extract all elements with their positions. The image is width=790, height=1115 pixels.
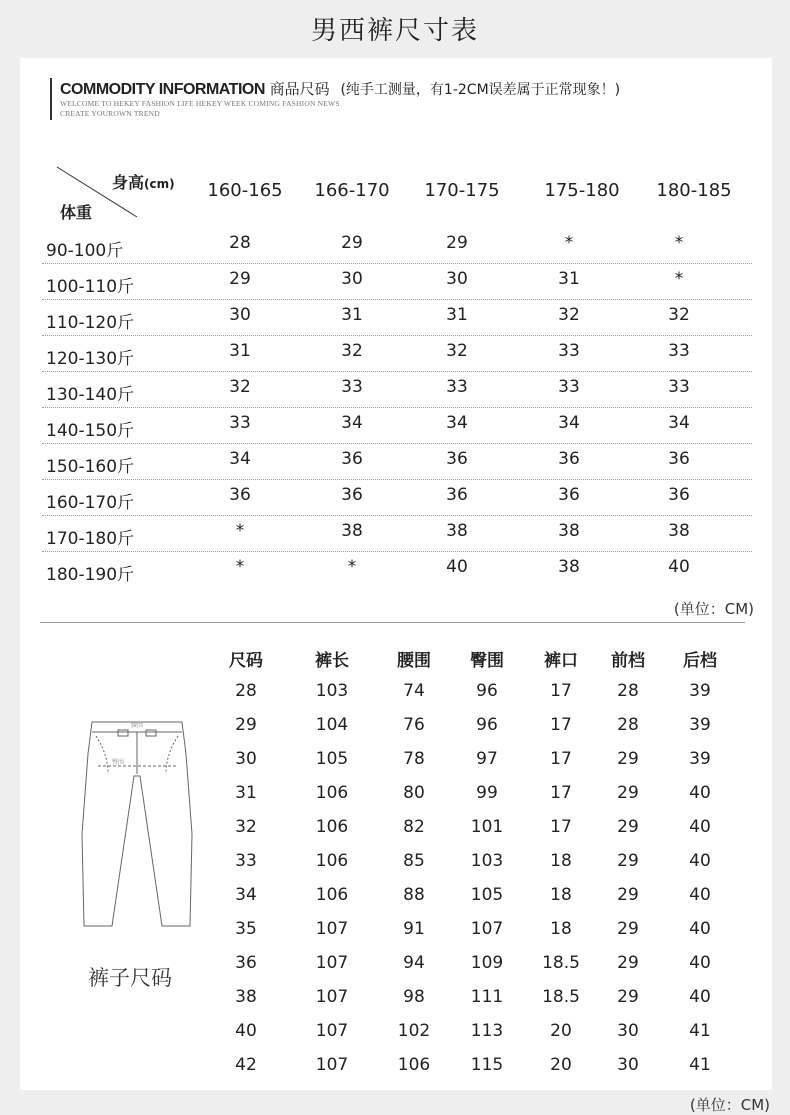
size-cell: 30 — [446, 269, 468, 289]
table-row — [42, 408, 752, 444]
section-divider — [40, 622, 745, 623]
commodity-heading: COMMODITY INFORMATION — [60, 81, 265, 98]
size-cell: 30 — [341, 269, 363, 289]
table-row — [42, 480, 752, 516]
measurement-cell: 107 — [315, 1021, 349, 1041]
measurement-cell: 17 — [550, 817, 572, 837]
measurement-cell: 17 — [550, 749, 572, 769]
measurement-cell: 105 — [315, 749, 349, 769]
size-cell: 36 — [558, 449, 580, 469]
height-header — [112, 170, 175, 193]
measurement-header: 前档 — [611, 651, 645, 671]
height-column-header: 160-165 — [207, 180, 283, 201]
measurement-cell: 30 — [235, 749, 257, 769]
measurement-cell: 29 — [617, 851, 639, 871]
measurement-cell: 40 — [689, 987, 711, 1007]
size-cell: 33 — [558, 377, 580, 397]
size-cell: 31 — [446, 305, 468, 325]
measurement-cell: 29 — [617, 885, 639, 905]
measurement-cell: 106 — [315, 851, 349, 871]
measurement-cell: 96 — [476, 715, 498, 735]
measurement-cell: 76 — [403, 715, 425, 735]
weight-range-label: 170-180斤 — [46, 529, 135, 549]
measurement-cell: 17 — [550, 715, 572, 735]
measurement-cell: 40 — [689, 953, 711, 973]
size-cell: 32 — [341, 341, 363, 361]
size-cell: 36 — [558, 485, 580, 505]
measurement-cell: 99 — [476, 783, 498, 803]
measurement-cell: 80 — [403, 783, 425, 803]
size-cell: 33 — [446, 377, 468, 397]
weight-range-label: 180-190斤 — [46, 565, 135, 585]
measurement-cell: 38 — [235, 987, 257, 1007]
weight-label: 体重 — [60, 203, 93, 222]
measurement-cell: 18 — [550, 919, 572, 939]
size-cell: 36 — [446, 485, 468, 505]
page-title: 男西裤尺寸表 — [310, 16, 479, 46]
measurement-cell: 18 — [550, 885, 572, 905]
size-cell: 30 — [229, 305, 251, 325]
measurement-cell: 82 — [403, 817, 425, 837]
measurement-header: 臀围 — [470, 651, 504, 671]
size-cell: 38 — [446, 521, 468, 541]
height-label: 身高 — [112, 173, 145, 192]
size-cell: 33 — [668, 341, 690, 361]
size-cell: 40 — [668, 557, 690, 577]
measurement-cell: 105 — [470, 885, 504, 905]
commodity-cn: 商品尺码 — [269, 80, 330, 98]
table2-unit: (单位：CM) — [689, 1096, 770, 1114]
table-row — [42, 552, 752, 588]
size-cell: 33 — [668, 377, 690, 397]
trousers-label: 裤子尺码 — [88, 966, 172, 990]
measurement-cell: 40 — [689, 817, 711, 837]
size-cell: * — [674, 269, 684, 289]
table-row — [42, 300, 752, 336]
size-cell: 38 — [668, 521, 690, 541]
weight-range-label: 160-170斤 — [46, 493, 135, 513]
size-cell: 31 — [229, 341, 251, 361]
size-cell: 36 — [668, 449, 690, 469]
size-cell: 34 — [341, 413, 363, 433]
size-cell: 31 — [558, 269, 580, 289]
measurement-cell: 40 — [689, 851, 711, 871]
measurement-cell: 41 — [689, 1021, 711, 1041]
size-cell: * — [347, 557, 357, 577]
measurement-cell: 18.5 — [542, 953, 580, 973]
size-cell: 34 — [446, 413, 468, 433]
measurement-cell: 107 — [315, 953, 349, 973]
table-row — [42, 372, 752, 408]
measurement-cell: 20 — [550, 1055, 572, 1075]
commodity-note: (纯手工测量，有1-2CM误差属于正常现象！) — [340, 82, 621, 98]
size-cell: 38 — [558, 521, 580, 541]
size-cell: 36 — [341, 449, 363, 469]
size-cell: 32 — [558, 305, 580, 325]
measurement-cell: 40 — [689, 919, 711, 939]
measurement-cell: 91 — [403, 919, 425, 939]
measurement-cell: 30 — [617, 1055, 639, 1075]
size-cell: 32 — [446, 341, 468, 361]
measurement-cell: 39 — [689, 681, 711, 701]
size-cell: 32 — [229, 377, 251, 397]
measurement-cell: 33 — [235, 851, 257, 871]
size-cell: 29 — [446, 233, 468, 253]
measurement-cell: 39 — [689, 749, 711, 769]
commodity-header — [50, 78, 620, 120]
measurement-cell: 106 — [397, 1055, 431, 1075]
size-cell: 28 — [229, 233, 251, 253]
measurement-cell: 106 — [315, 817, 349, 837]
measurement-cell: 17 — [550, 681, 572, 701]
measurement-cell: 18 — [550, 851, 572, 871]
measurement-cell: 109 — [470, 953, 504, 973]
height-column-header: 175-180 — [544, 180, 620, 201]
table-row — [42, 228, 752, 264]
weight-range-label: 140-150斤 — [46, 421, 135, 441]
table-row — [42, 516, 752, 552]
measurement-cell: 115 — [470, 1055, 504, 1075]
table-row — [42, 264, 752, 300]
measurement-cell: 36 — [235, 953, 257, 973]
measurement-cell: 104 — [315, 715, 349, 735]
measurement-cell: 20 — [550, 1021, 572, 1041]
weight-range-label: 150-160斤 — [46, 457, 135, 477]
measurement-cell: 29 — [617, 953, 639, 973]
measurement-cell: 102 — [397, 1021, 431, 1041]
measurement-cell: 113 — [470, 1021, 504, 1041]
measurement-cell: 88 — [403, 885, 425, 905]
measurement-cell: 31 — [235, 783, 257, 803]
measurement-cell: 111 — [470, 987, 504, 1007]
size-cell: 38 — [341, 521, 363, 541]
size-cell: 32 — [668, 305, 690, 325]
measurement-cell: 41 — [689, 1055, 711, 1075]
measurement-cell: 107 — [470, 919, 504, 939]
measurement-header: 尺码 — [229, 651, 263, 671]
measurement-cell: 97 — [476, 749, 498, 769]
measurement-cell: 78 — [403, 749, 425, 769]
size-cell: 36 — [446, 449, 468, 469]
measurement-cell: 107 — [315, 919, 349, 939]
measurement-cell: 29 — [235, 715, 257, 735]
measurement-header: 腰围 — [397, 651, 431, 671]
height-column-header: 180-185 — [656, 180, 732, 201]
weight-range-label: 120-130斤 — [46, 349, 135, 369]
trousers-diagram-icon — [62, 714, 212, 934]
size-cell: 29 — [229, 269, 251, 289]
waist-text: 腰围 — [130, 722, 144, 729]
measurement-cell: 17 — [550, 783, 572, 803]
measurement-header: 裤口 — [544, 651, 578, 671]
weight-range-label: 90-100斤 — [46, 241, 124, 261]
measurement-cell: 28 — [617, 681, 639, 701]
size-cell: 31 — [341, 305, 363, 325]
measurement-cell: 42 — [235, 1055, 257, 1075]
weight-range-label: 100-110斤 — [46, 277, 135, 297]
measurement-cell: 28 — [235, 681, 257, 701]
height-unit: (cm) — [144, 177, 175, 191]
measurement-cell: 30 — [617, 1021, 639, 1041]
size-cell: 38 — [558, 557, 580, 577]
size-cell: 33 — [558, 341, 580, 361]
measurement-cell: 103 — [315, 681, 349, 701]
measurement-cell: 29 — [617, 817, 639, 837]
size-cell: * — [674, 233, 684, 253]
measurement-cell: 29 — [617, 987, 639, 1007]
weight-range-label: 110-120斤 — [46, 313, 135, 333]
measurement-cell: 29 — [617, 919, 639, 939]
size-cell: 33 — [341, 377, 363, 397]
measurement-cell: 29 — [617, 783, 639, 803]
size-cell: * — [235, 521, 245, 541]
height-column-header: 166-170 — [314, 180, 390, 201]
measurement-cell: 28 — [617, 715, 639, 735]
measurement-cell: 103 — [470, 851, 504, 871]
measurement-cell: 85 — [403, 851, 425, 871]
size-cell: 36 — [229, 485, 251, 505]
size-cell: 40 — [446, 557, 468, 577]
measurement-cell: 39 — [689, 715, 711, 735]
measurement-cell: 74 — [403, 681, 425, 701]
weight-range-label: 130-140斤 — [46, 385, 135, 405]
size-cell: 33 — [229, 413, 251, 433]
height-column-header: 170-175 — [424, 180, 500, 201]
measurement-cell: 35 — [235, 919, 257, 939]
measurement-cell: 94 — [403, 953, 425, 973]
table-row — [42, 336, 752, 372]
measurement-header: 后档 — [683, 651, 717, 671]
measurement-cell: 107 — [315, 1055, 349, 1075]
size-cell: 36 — [668, 485, 690, 505]
size-cell: * — [564, 233, 574, 253]
measurement-cell: 29 — [617, 749, 639, 769]
size-cell: * — [235, 557, 245, 577]
measurement-cell: 40 — [689, 783, 711, 803]
measurement-cell: 106 — [315, 783, 349, 803]
commodity-sub1: WELCOME TO HEKEY FASHION LIFE HEKEY WEEK COMING FASHION NEWS — [60, 99, 340, 108]
measurement-cell: 98 — [403, 987, 425, 1007]
measurement-cell: 32 — [235, 817, 257, 837]
measurement-cell: 106 — [315, 885, 349, 905]
size-cell: 34 — [558, 413, 580, 433]
measurement-header: 裤长 — [315, 651, 349, 671]
commodity-sub2: CREATE YOUROWN TREND — [60, 109, 160, 118]
size-cell: 34 — [668, 413, 690, 433]
table-row — [42, 444, 752, 480]
measurement-cell: 96 — [476, 681, 498, 701]
size-cell: 29 — [341, 233, 363, 253]
measurement-cell: 101 — [470, 817, 504, 837]
measurement-cell: 18.5 — [542, 987, 580, 1007]
measurement-cell: 40 — [235, 1021, 257, 1041]
size-cell: 34 — [229, 449, 251, 469]
measurement-cell: 107 — [315, 987, 349, 1007]
measurement-cell: 40 — [689, 885, 711, 905]
hip-text: 臀围 — [111, 759, 125, 766]
size-cell: 36 — [341, 485, 363, 505]
table1-unit: (单位：CM) — [673, 600, 754, 618]
measurement-cell: 34 — [235, 885, 257, 905]
